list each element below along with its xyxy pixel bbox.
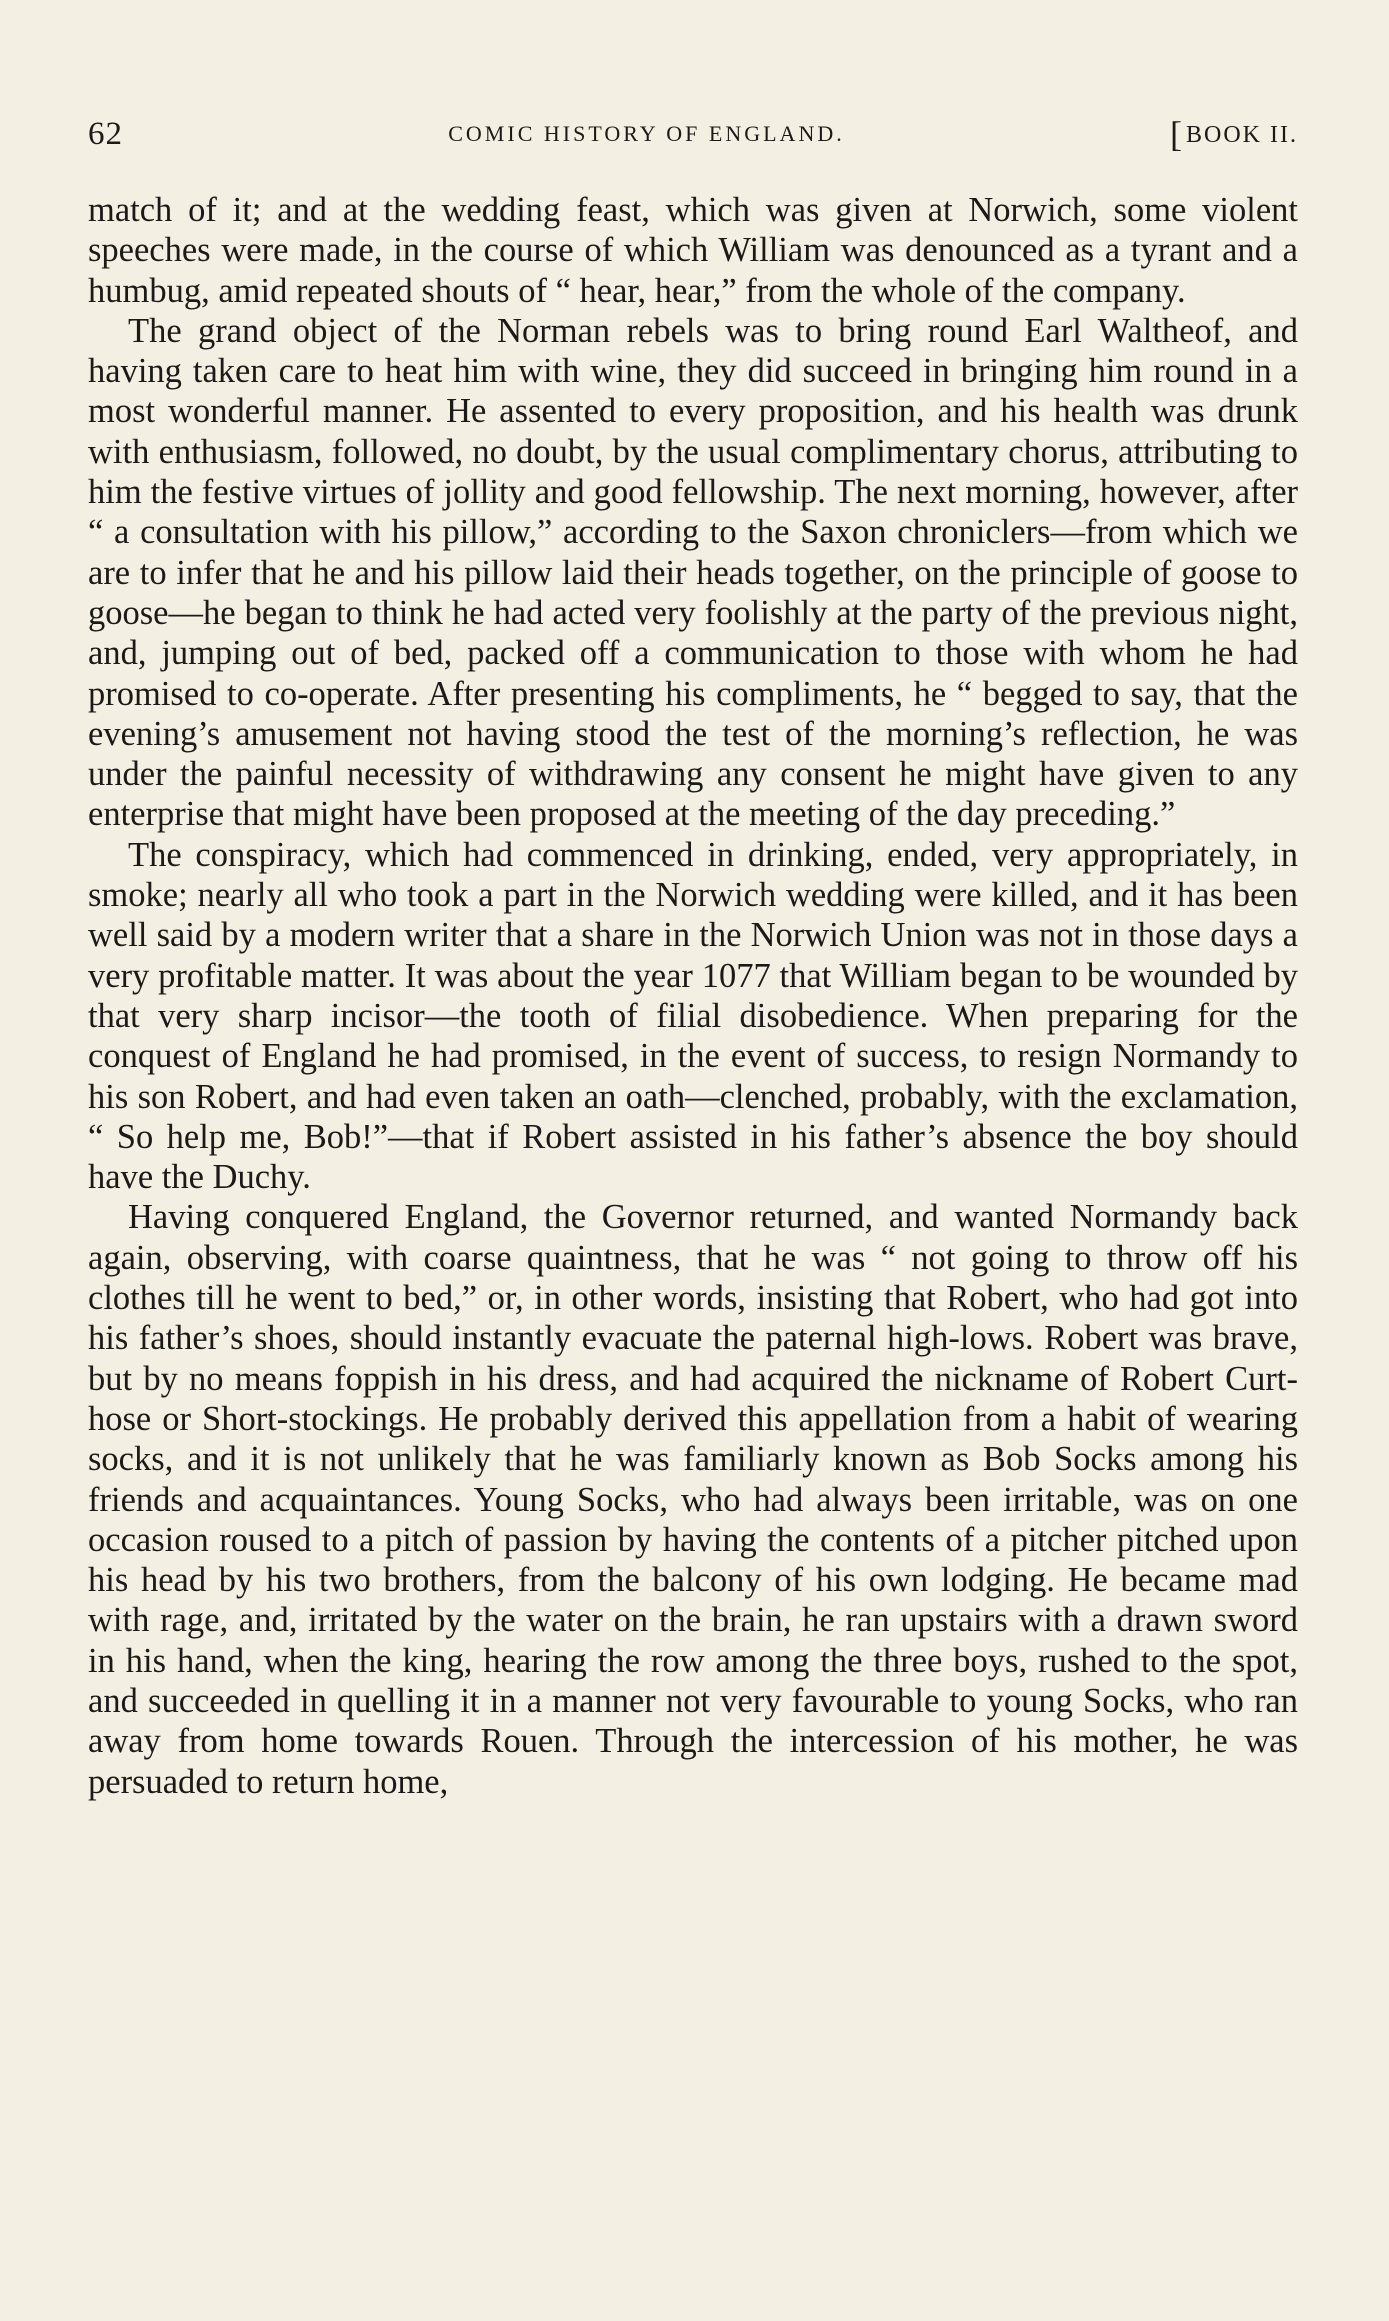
running-title: COMIC HISTORY OF ENGLAND. [448,121,845,146]
running-header [88,112,1298,156]
paragraph-2: The grand object of the Norman rebels was to bring round Earl Waltheof, and having taken care to heat him with wine, they did succeed in bringing him round in a most wonderful manner. He assented to every proposition, and his health was drunk with enthusiasm, followed, no doubt, by the usual complimentary chorus, attributing to him the festive virtues of jollity and good fellowship. The next morning, however, after “ a consultation with his pillow,” according to the Saxon chroniclers—from which we are to infer that he and his pillow laid their heads together, on the principle of goose to goose—he began to think he had acted very foolishly at the party of the previous night, and, jumping out of bed, packed off a communication to those with whom he had promised to co-operate. After presenting his compliments, he “ begged to say, that the evening’s amusement not having stood the test of the morning’s reflection, he was under the painful necessity of withdrawing any consent he might have given to any enterprise that might have been proposed at the meeting of the day preceding.” [88,311,1298,834]
paragraph-1: match of it; and at the wedding feast, which was given at Norwich, some violent speeches were made, in the course of which William was denounced as a tyrant and a humbug, amid repeated shouts of “ hear, hear,” from the whole of the company. [88,191,1298,310]
book-label-text: BOOK II. [1185,122,1298,148]
page-number: 62 [88,115,123,152]
book-label-bracket: [ [1169,114,1184,154]
paragraph-4: Having conquered England, the Governor returned, and wanted Normandy back again, observing, with coarse quaintness, that he was “ not going to throw off his clothes till he went to bed,” or, in other words, insisting that Robert, who had got into his father’s shoes, should instantly evacuate the paternal high-lows. Robert was brave, but by no means foppish in his dress, and had acquired the nickname of Robert Curt-hose or Short-stockings. He probably derived this appellation from a habit of wearing socks, and it is not unlikely that he was familiarly known as Bob Socks among his friends and acquaintances. Young Socks, who had always been irritable, was on one occasion roused to a pitch of passion by having the contents of a pitcher pitched upon his head by his two brothers, from the balcony of his own lodging. He became mad with rage, and, irritated by the water on the brain, he ran upstairs with a drawn sword in his hand, when the king, hearing the row among the three boys, rushed to the spot, and succeeded in quelling it in a manner not very favourable to young Socks, who ran away from home towards Rouen. Through the intercession of his mother, he was persuaded to return home, [88,1198,1298,1801]
book-label [1170,113,1298,155]
paragraph-3: The conspiracy, which had commenced in drinking, ended, very appropriately, in smoke; nearly all who took a part in the Norwich wedding were killed, and it has been well said by a modern writer that a share in the Norwich Union was not in those days a very profitable matter. It was about the year 1077 that William began to be wounded by that very sharp incisor—the tooth of filial disobedience. When preparing for the conquest of England he had promised, in the event of success, to resign Normandy to his son Robert, and had even taken an oath—clenched, probably, with the exclamation, “ So help me, Bob!”—that if Robert assisted in his father’s absence the boy should have the Duchy. [88,835,1298,1197]
body-text [88,190,1298,1802]
